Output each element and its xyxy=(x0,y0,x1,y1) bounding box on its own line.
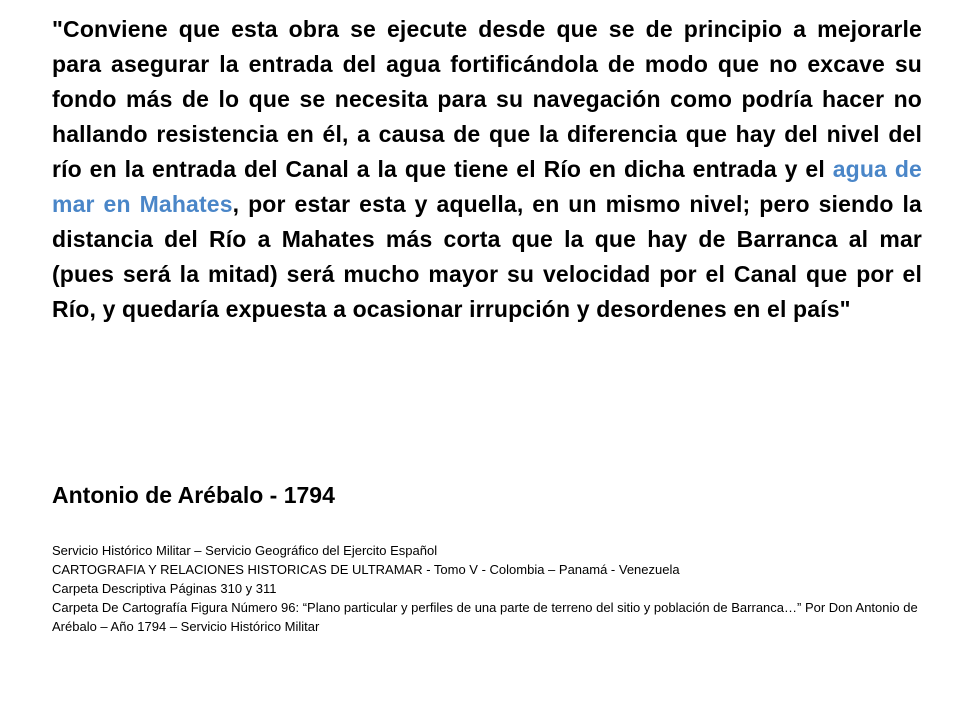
quote-paragraph xyxy=(52,12,922,327)
source-item: CARTOGRAFIA Y RELACIONES HISTORICAS DE ULTRAMAR - Tomo V - Colombia – Panamá - Venezuela xyxy=(52,562,680,577)
source-item: Servicio Histórico Militar – Servicio Geográfico del Ejercito Español xyxy=(52,543,438,558)
source-list xyxy=(52,541,922,636)
quote-highlight: agua de mar en Mahates xyxy=(52,156,922,217)
source-item: Carpeta Descriptiva Páginas 310 y 311 xyxy=(52,581,277,596)
source-item: Carpeta De Cartografía Figura Número 96: “Plano particular y perfiles de una parte de terreno del sitio y población de Barranca…” Por Don Antonio de Arébalo – Año 1794 – Servicio Histórico Militar xyxy=(52,600,918,634)
quote-text-part-2: , por estar esta y aquella, en un mismo nivel; pero siendo la distancia del Río a Mahates más corta que la que hay de Barranca al mar (pues será la mitad) será mucho mayor su velocidad por el Canal que por el Río, y quedaría expuesta a ocasionar irrupción y desordenes en el país" xyxy=(52,191,922,322)
quote-text-part-1: "Conviene que esta obra se ejecute desde que se de principio a mejorarle para asegurar la entrada del agua fortificándola de modo que no excave su fondo más de lo que se necesita para su navegación como podría hacer no hallando resistencia en él, a causa de que la diferencia que hay del nivel del río en la entrada del Canal a la que tiene el Río en dicha entrada y el xyxy=(52,16,922,182)
author-attribution: Antonio de Arébalo - 1794 xyxy=(52,482,335,508)
